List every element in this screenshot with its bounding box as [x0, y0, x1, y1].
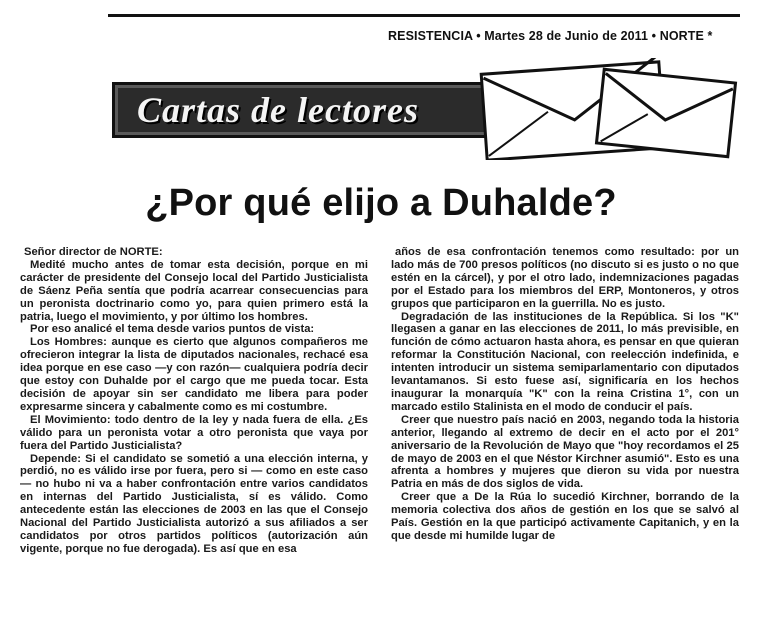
paragraph: Señor director de NORTE: [24, 246, 163, 258]
paragraph: Depende: Si el candidato se sometió a una elección interna, y perdió, no es válido irse por fuera, pero si — como en este caso— no hubo ni va a haber confrontación entre varios candidatos en internas del Partido Justicialista, sí es válido. Como antecedente están las elecciones de 2003 en las que el Consejo Nacional del Partido Justicialista autorizó a sus afiliados a ser candidatos por otros partidos políticos (autorización aún vigente, porque no fue derogada). Es así que en esa [20, 452, 368, 555]
paragraph: años de esa confrontación tenemos como resultado: por un lado más de 700 presos políticos (no discuto si es justo o no que estén en la cárcel), y por el otro lado, indemnizaciones pagadas por el Estado para los miembros del ERP, Montoneros, y otros grupos que participaron en la guerrilla. No es justo. [391, 246, 739, 310]
paragraph: Por eso analicé el tema desde varios puntos de vista: [30, 323, 315, 336]
right-column [391, 246, 739, 543]
section-title: Cartas de lectores [137, 90, 419, 130]
paragraph: Degradación de las instituciones de la República. Si los "K" llegasen a ganar en las elecciones de 2011, lo más previsible, en función de cómo actuaron hasta ahora, es pensar en que quieran reformar la Constitución Nacional, con reelección indefinida, e intenten introducir un sistema semiparlamentario con diputados levantamanos. Si esto fuese así, significaría en los hechos inaugurar la monarquía "K" con la reina Cristina 1°, con un marcado estilo Stalinista en el modo de conducir el país. [391, 310, 739, 413]
left-column [20, 246, 368, 556]
top-rule [108, 14, 740, 17]
paragraph: Creer que nuestro país nació en 2003, negando toda la historia anterior, llegando al extremo de decir en el acto por el 201° aniversario de la Revolución de Mayo que "hoy recordamos el 25 de mayo de 2003 en el que Néstor Kirchner asumió". Esto es una afrenta a hombres y mujeres que dieron su vida por nuestra Patria en más de dos siglos de vida. [391, 413, 739, 491]
paragraph: El Movimiento: todo dentro de la ley y nada fuera de ella. ¿Es válido para un peronista votar a otro peronista que vaya por fuera del Partido Justicialista? [20, 413, 368, 452]
paragraph: Creer que a De la Rúa lo sucedió Kirchner, borrando de la memoria colectiva dos años de gestión en los que se salvó al País. Gestión en la que participó activamente Capitanich, y en la que desde mi humilde lugar de [391, 491, 739, 542]
paragraph: Los Hombres: aunque es cierto que algunos compañeros me ofrecieron integrar la lista de diputados nacionales, rechacé esa idea porque en ese caso —y con razón— cualquiera podría decir que estoy con Duhalde por el cargo que me pueda tocar. Esta decisión de apoyar sin ser candidato me libera para poder expresarme sincera y cabalmente como es mi costumbre. [20, 336, 368, 413]
paragraph: Medité mucho antes de tomar esta decisión, porque en mi carácter de presidente del Consejo local del Partido Justicialista de Sáenz Peña sentía que podría acarrear consecuencias para un peronista doctrinario como yo, para quien primero está la patria, luego el movimiento, y por último los hombres. [20, 258, 368, 323]
envelope-icon [478, 58, 740, 160]
article-headline: ¿Por qué elijo a Duhalde? [145, 182, 617, 224]
dateline: RESISTENCIA • Martes 28 de Junio de 2011 • NORTE * [388, 29, 713, 43]
